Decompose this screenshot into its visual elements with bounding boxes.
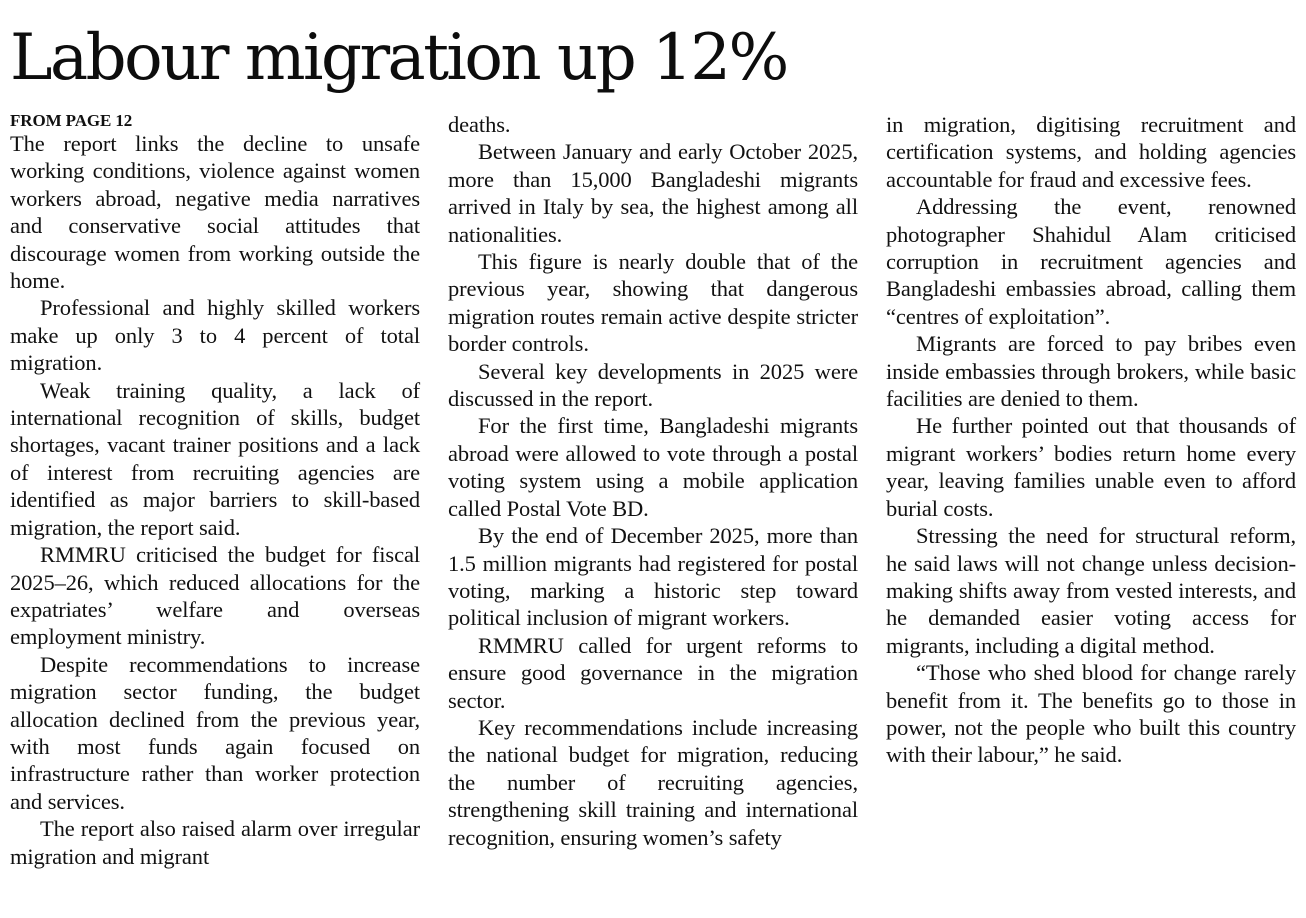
paragraph: Key recommendations include increasing the national budget for migration, reducing the number of recruiting agencies, strengthening skill training and international recognition, ensuring women’s safety bbox=[448, 714, 858, 850]
paragraph: RMMRU criticised the budget for fiscal 2025–26, which reduced allocations for the expatriates’ welfare and overseas employment ministry. bbox=[10, 542, 420, 650]
paragraph: Addressing the event, renowned photographer Shahidul Alam criticised corruption in recruitment agencies and Bangladeshi embassies abroad, calling them “centres of exploitation”. bbox=[886, 194, 1296, 329]
paragraph: Between January and early October 2025, more than 15,000 Bangladeshi migrants arrived in Italy by sea, the highest among all nationalities. bbox=[448, 139, 858, 247]
continuation-kicker: FROM PAGE 12 bbox=[10, 111, 133, 130]
article-column-3 bbox=[886, 111, 1296, 769]
paragraph: For the first time, Bangladeshi migrants abroad were allowed to vote through a postal voting system using a mobile application called Postal Vote BD. bbox=[448, 413, 858, 521]
paragraph: He further pointed out that thousands of migrant workers’ bodies return home every year, leaving families unable even to afford burial costs. bbox=[886, 413, 1296, 521]
paragraph-continued: deaths. bbox=[448, 112, 511, 137]
paragraph: Despite recommendations to increase migration sector funding, the budget allocation declined from the previous year, with most funds again focused on infrastructure rather than worker protection and services. bbox=[10, 651, 420, 814]
paragraph: Several key developments in 2025 were discussed in the report. bbox=[448, 358, 858, 412]
article-column-1 bbox=[10, 111, 420, 870]
paragraph: “Those who shed blood for change rarely benefit from it. The benefits go to those in power, not the people who built this country with their labour,” he said. bbox=[886, 660, 1296, 768]
headline: Labour migration up 12% bbox=[10, 21, 787, 95]
paragraph-continued: in migration, digitising recruitment and certification systems, and holding agencies accountable for fraud and excessive fees. bbox=[886, 112, 1296, 192]
paragraph: RMMRU called for urgent reforms to ensure good governance in the migration sector. bbox=[448, 632, 858, 713]
paragraph: The report links the decline to unsafe working conditions, violence against women workers abroad, negative media narratives and conservative social attitudes that discourage women from working outside the home. bbox=[10, 131, 420, 294]
paragraph: The report also raised alarm over irregular migration and migrant bbox=[10, 816, 420, 869]
paragraph: Stressing the need for structural reform, he said laws will not change unless decision-making shifts away from vested interests, and he demanded easier voting access for migrants, including a digital method. bbox=[886, 523, 1296, 658]
paragraph: Migrants are forced to pay bribes even inside embassies through brokers, while basic facilities are denied to them. bbox=[886, 331, 1296, 412]
paragraph: This figure is nearly double that of the previous year, showing that dangerous migration routes remain active despite stricter border controls. bbox=[448, 249, 858, 357]
article-column-2 bbox=[448, 111, 858, 851]
paragraph: By the end of December 2025, more than 1.5 million migrants had registered for postal voting, marking a historic step toward political inclusion of migrant workers. bbox=[448, 523, 858, 631]
paragraph: Professional and highly skilled workers make up only 3 to 4 percent of total migration. bbox=[10, 295, 420, 376]
paragraph: Weak training quality, a lack of international recognition of skills, budget shortages, vacant trainer positions and a lack of interest from recruiting agencies are identified as major barriers to skill-based migration, the report said. bbox=[10, 377, 420, 540]
